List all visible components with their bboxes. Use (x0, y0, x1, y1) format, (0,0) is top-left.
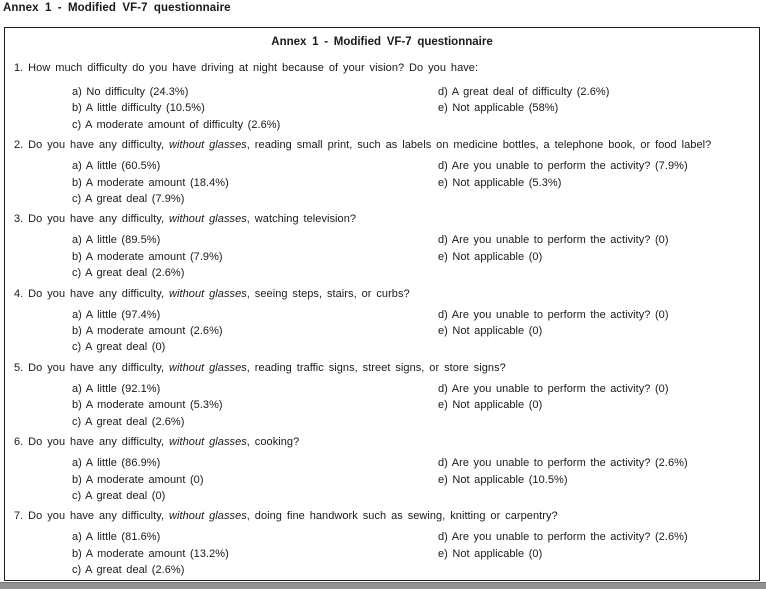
question-6-options-right (438, 455, 750, 504)
page-bottom-scan-bar (0, 582, 766, 589)
question-1-option-e: e) Not applicable (58%) (438, 102, 559, 115)
question-1-text-prefix: 1. How much difficulty do you have driving at night because of your vision? Do you have: (14, 62, 479, 74)
question-4 (14, 287, 750, 356)
question-7-text (14, 509, 750, 524)
question-6 (14, 435, 750, 504)
question-6-option-c: c) A great deal (0) (72, 489, 166, 502)
question-3-option-b: b) A moderate amount (7.9%) (72, 250, 223, 263)
question-2-options (14, 158, 750, 207)
question-3-text-suffix: , watching television? (246, 213, 357, 226)
question-2-text (14, 138, 750, 153)
question-1-option-c: c) A moderate amount of difficulty (2.6%) (72, 118, 281, 131)
question-4-option-c: c) A great deal (0) (72, 341, 166, 354)
question-3-text-prefix: 3. Do you have any difficulty, (14, 213, 170, 226)
question-5-option-d: d) Are you unable to perform the activity? (0) (438, 382, 669, 395)
question-4-text-italic: without glasses (169, 287, 247, 300)
question-2-option-c: c) A great deal (7.9%) (72, 193, 185, 206)
question-1-options (14, 84, 750, 133)
question-5-option-a: a) A little (92.1%) (72, 382, 161, 395)
question-4-options-right (438, 307, 750, 356)
question-3-options-left (72, 232, 438, 281)
question-2 (14, 138, 750, 207)
question-4-text-prefix: 4. Do you have any difficulty, (14, 287, 170, 300)
question-6-text-italic: without glasses (169, 436, 247, 449)
question-7-text-italic: without glasses (169, 510, 247, 523)
question-6-text-suffix: , cooking? (246, 436, 300, 449)
question-2-text-prefix: 2. Do you have any difficulty, (14, 139, 170, 152)
question-7-options-left (72, 529, 438, 578)
question-5-option-c: c) A great deal (2.6%) (72, 415, 185, 428)
question-1 (14, 61, 750, 133)
question-4-option-d: d) Are you unable to perform the activity? (0) (438, 308, 669, 321)
question-6-option-d: d) Are you unable to perform the activity? (2.6%) (438, 457, 688, 470)
question-6-text (14, 435, 750, 450)
question-1-option-d: d) A great deal of difficulty (2.6%) (438, 86, 610, 98)
question-4-text-suffix: , seeing steps, stairs, or curbs? (246, 287, 410, 300)
question-4-option-a: a) A little (97.4%) (72, 308, 161, 321)
question-7-text-suffix: , doing fine handwork such as sewing, knitting or carpentry? (246, 510, 558, 523)
question-2-option-b: b) A moderate amount (18.4%) (72, 176, 229, 189)
question-5 (14, 361, 750, 430)
question-6-option-b: b) A moderate amount (0) (72, 473, 204, 486)
question-5-text-suffix: , reading traffic signs, street signs, or store signs? (246, 361, 506, 374)
question-7-text-prefix: 7. Do you have any difficulty, (14, 510, 170, 523)
question-3-options (14, 232, 750, 281)
question-5-options-left (72, 381, 438, 430)
question-1-option-a: a) No difficulty (24.3%) (72, 86, 189, 98)
question-6-text-prefix: 6. Do you have any difficulty, (14, 436, 170, 449)
question-2-option-d: d) Are you unable to perform the activity? (7.9%) (438, 160, 688, 173)
question-3-option-e: e) Not applicable (0) (438, 250, 543, 263)
question-2-text-suffix: , reading small print, such as labels on medicine bottles, a telephone book, or food label? (246, 139, 712, 152)
question-4-option-e: e) Not applicable (0) (438, 325, 543, 338)
question-3-options-right (438, 232, 750, 281)
question-5-option-b: b) A moderate amount (5.3%) (72, 399, 223, 412)
question-4-text (14, 287, 750, 302)
question-3-option-c: c) A great deal (2.6%) (72, 267, 185, 280)
annex-table-title: Annex 1 - Modified VF-7 questionnaire (271, 36, 493, 48)
page-heading: Annex 1 - Modified VF-7 questionnaire (3, 2, 231, 14)
question-7-option-b: b) A moderate amount (13.2%) (72, 547, 229, 560)
question-5-option-e: e) Not applicable (0) (438, 399, 543, 412)
question-2-text-italic: without glasses (169, 139, 247, 152)
question-2-option-e: e) Not applicable (5.3%) (438, 176, 562, 189)
question-4-options-left (72, 307, 438, 356)
question-7-option-c: c) A great deal (2.6%) (72, 564, 185, 577)
question-5-text (14, 361, 750, 376)
question-1-option-b: b) A little difficulty (10.5%) (72, 102, 205, 115)
question-1-options-left (72, 84, 438, 133)
question-5-options-right (438, 381, 750, 430)
question-2-options-right (438, 158, 750, 207)
question-6-option-a: a) A little (86.9%) (72, 457, 161, 470)
question-2-option-a: a) A little (60.5%) (72, 160, 161, 173)
question-4-options (14, 307, 750, 356)
question-4-option-b: b) A moderate amount (2.6%) (72, 325, 223, 338)
question-7-option-a: a) A little (81.6%) (72, 531, 161, 544)
question-3 (14, 212, 750, 281)
question-7-option-e: e) Not applicable (0) (438, 547, 543, 560)
question-2-options-left (72, 158, 438, 207)
question-3-text (14, 212, 750, 227)
question-7-options-right (438, 529, 750, 578)
question-3-text-italic: without glasses (169, 213, 247, 226)
question-6-option-e: e) Not applicable (10.5%) (438, 473, 568, 486)
question-5-options (14, 381, 750, 430)
question-5-text-italic: without glasses (169, 361, 247, 374)
question-1-options-right (438, 84, 750, 133)
question-3-option-d: d) Are you unable to perform the activity? (0) (438, 234, 669, 247)
question-6-options (14, 455, 750, 504)
question-7 (14, 509, 750, 578)
question-1-text (14, 61, 750, 76)
annex-table-frame (4, 27, 760, 581)
question-5-text-prefix: 5. Do you have any difficulty, (14, 361, 170, 374)
question-3-option-a: a) A little (89.5%) (72, 234, 161, 247)
question-6-options-left (72, 455, 438, 504)
question-7-options (14, 529, 750, 578)
question-7-option-d: d) Are you unable to perform the activity? (2.6%) (438, 531, 688, 544)
